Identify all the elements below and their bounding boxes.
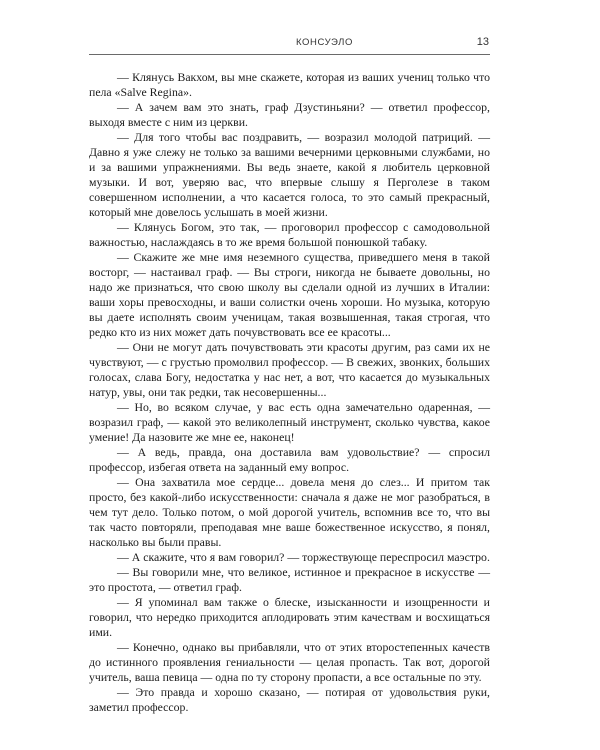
paragraph: — Они не могут дать почувствовать эти красоты другим, раз сами их не чувствуют, — с грустью промолвил профессор. — В свежих, звонких, больших голосах, слава Богу, недостатка у нас нет, а вот, что касается до музыкальных натур, увы, они так редки, так несовершенны...: [89, 340, 490, 399]
paragraph: — Я упоминал вам также о блеске, изысканности и изощренности и говорил, что нередко приходится аплодировать этим качествам и восхищаться ими.: [89, 595, 490, 639]
paragraph: — Для того чтобы вас поздравить, — возразил молодой патриций. — Давно я уже слежу не только за вашими вечерними церковными службами, но и за вашими упражнениями. Вы ведь знаете, какой я любитель церковной музыки. И вот, уверяю вас, что впервые слышу я Перголезе в таком совершенном исполнении, а что касается голоса, то это самый прекрасный, который мне довелось услышать в моей жизни.: [89, 130, 490, 219]
paragraph: — Вы говорили мне, что великое, истинное и прекрасное в искусстве — это простота, — ответил граф.: [89, 565, 490, 594]
paragraph: — А зачем вам это знать, граф Дзустиньяни? — ответил профессор, выходя вместе с ним из церкви.: [89, 100, 490, 129]
paragraph: — Но, во всяком случае, у вас есть одна замечательно одаренная, — возразил граф, — какой это великолепный инструмент, сколько чувства, какое умение! Да назовите же мне ее, наконец!: [89, 400, 490, 444]
paragraph: — Конечно, однако вы прибавляли, что от этих второстепенных качеств до истинного проявления гениальности — целая пропасть. Так вот, дорогой учитель, ваша певица — одна по ту сторону пропасти, а все остальные по эту.: [89, 640, 490, 684]
header-rule: [89, 54, 490, 55]
paragraph: — Скажите же мне имя неземного существа, приведшего меня в такой восторг, — настаивал граф. — Вы строги, никогда не бываете довольны, но надо же признаться, что свою школу вы сделали одной из лучших в Италии: ваши хоры превосходны, и ваши солистки очень хороши. Но музыка, которую вы даете исполнять своим ученицам, такая возвышенная, такая строгая, что редко кто из них может дать почувствовать все ее красоты...: [89, 250, 490, 339]
page-number: 13: [476, 36, 489, 48]
paragraph: — А скажите, что я вам говорил? — торжествующе переспросил маэстро.: [117, 550, 490, 564]
paragraph: — А ведь, правда, она доставила вам удовольствие? — спросил профессор, избегая ответа на заданный ему вопрос.: [89, 445, 490, 474]
running-title: КОНСУЭЛО: [296, 37, 353, 48]
paragraph: — Это правда и хорошо сказано, — потирая от удовольствия руки, заметил профессор.: [89, 685, 490, 714]
paragraph: — Она захватила мое сердце... довела меня до слез... И притом так просто, без какой-либо искусственности: сначала я даже не мог разобраться, в чем тут дело. Только потом, о мой дорогой учитель, вспомнив все то, что вы так часто повторяли, преподавая мне ваше божественное искусство, я понял, насколько вы были правы.: [89, 475, 490, 549]
paragraph: — Клянусь Богом, это так, — проговорил профессор с самодовольной важностью, наслаждаясь в то же время большой понюшкой табаку.: [89, 220, 490, 249]
running-head: [89, 37, 489, 51]
body-text: [89, 70, 490, 715]
paragraph: — Клянусь Вакхом, вы мне скажете, которая из ваших учениц только что пела «Salve Regina».: [89, 70, 490, 99]
